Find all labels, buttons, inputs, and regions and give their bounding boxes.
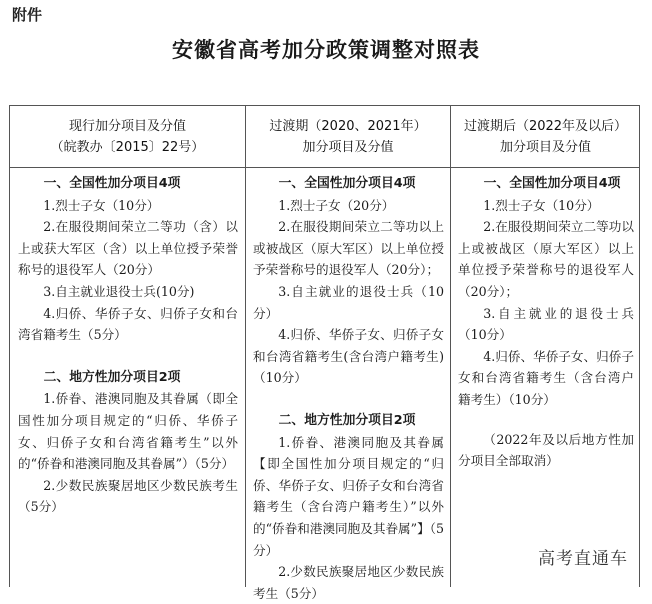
header-divider: [10, 167, 639, 168]
list-item: 4.归侨、华侨子女、归侨子女和台湾省籍考生（5分）: [18, 305, 238, 343]
section-heading-national: 一、全国性加分项目4项: [278, 176, 416, 191]
header-line: 加分项目及分值: [499, 139, 591, 155]
section-heading-local: 二、地方性加分项目2项: [278, 412, 416, 428]
list-item: 2.少数民族聚居地区少数民族考生（5分）: [18, 477, 238, 515]
section-heading-national: 一、全国性加分项目4项: [483, 176, 621, 191]
column-post-transition: [458, 169, 634, 472]
list-item: 1.烈士子女（10分）: [483, 197, 600, 213]
list-item: 1.侨眷、港澳同胞及其眷属【即全国性加分项目规定的“归侨、华侨子女、归侨子女和台湾省籍考生（含台湾户籍考生）”以外的“侨眷和港澳同胞及其眷属”】（5分）: [253, 434, 444, 558]
list-item: 3.自主就业的退役士兵（10分）: [458, 305, 634, 343]
list-item: 3.自主就业的退役士兵（10分）: [253, 283, 444, 321]
list-item: 2.少数民族聚居地区少数民族考生（5分）: [253, 564, 444, 601]
header-line: 加分项目及分值: [302, 139, 394, 155]
header-line: 过渡期（2020、2021年）: [269, 118, 427, 134]
column-header-transition: [246, 106, 450, 167]
list-item: 2.在服役期间荣立二等功以上或被战区（原大军区）以上单位授予荣誉称号的退役军人（20分）；: [458, 219, 634, 299]
section-heading-national: 一、全国性加分项目4项: [43, 176, 181, 191]
list-item: 1.侨眷、港澳同胞及其眷属（即全国性加分项目规定的“归侨、华侨子女、归侨子女和台湾省籍考生”以外的“侨眷和港澳同胞及其眷属”）（5分）: [18, 391, 238, 472]
column-divider-1: [245, 106, 246, 587]
watermark: 高考直通车: [536, 544, 630, 569]
section-heading-local: 二、地方性加分项目2项: [43, 369, 181, 385]
list-item: 2.在服役期间荣立二等功以上或被战区（原大军区）以上单位授予荣誉称号的退役军人（20分）；: [253, 219, 444, 278]
list-item: 4.归侨、华侨子女、归侨子女和台湾省籍考生（含台湾户籍考生）（10分）: [458, 348, 634, 407]
header-line: （皖教办〔2015〕22号）: [50, 139, 205, 155]
column-current: [18, 169, 238, 518]
header-line: 现行加分项目及分值: [68, 118, 186, 134]
abolition-note: （2022年及以后地方性加分项目全部取消）: [458, 431, 634, 469]
header-line: 过渡期后（2022年及以后）: [463, 118, 628, 134]
document-title: 安徽省高考加分政策调整对照表: [172, 38, 480, 62]
column-header-post-transition: [451, 106, 640, 167]
list-item: 3.自主就业退役士兵(10分): [43, 283, 195, 299]
comparison-table: [9, 105, 640, 601]
column-divider-2: [450, 106, 451, 587]
attachment-label: 附件: [12, 6, 43, 24]
list-item: 1.烈士子女（10分）: [43, 197, 160, 213]
list-item: 2.在服役期间荣立二等功（含）以上或获大军区（含）以上单位授予荣誉称号的退役军人（20分）: [18, 219, 238, 278]
column-transition: [253, 169, 444, 604]
list-item: 1.烈士子女（20分）: [278, 197, 395, 213]
list-item: 4.归侨、华侨子女、归侨子女和台湾省籍考生(含台湾户籍考生)（10分）: [253, 327, 444, 386]
column-header-current: [10, 106, 245, 167]
